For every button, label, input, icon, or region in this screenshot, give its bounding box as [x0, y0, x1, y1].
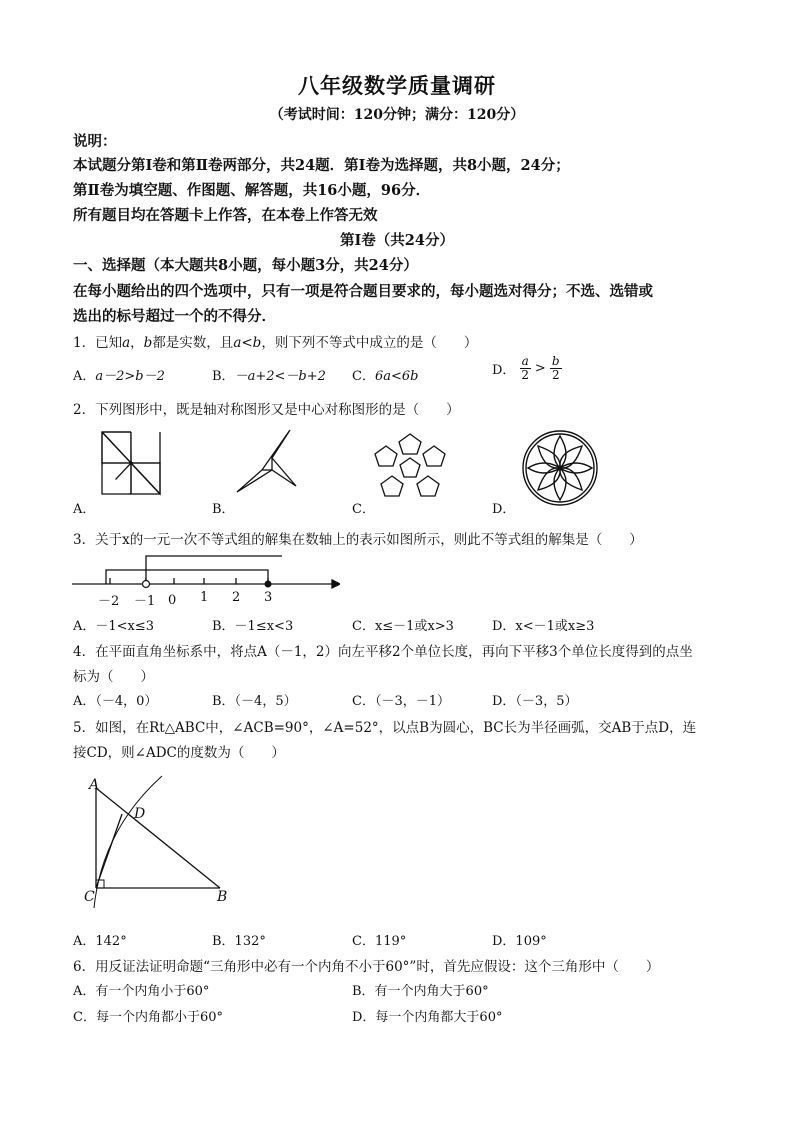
notes-label: 说明：: [73, 133, 117, 150]
notes-line-3: 所有题目均在答题卡上作答，在本卷上作答无效: [73, 207, 378, 224]
pinwheel-figure: [98, 428, 164, 500]
q3-option-c[interactable]: C．x≤－1或x>3: [352, 619, 454, 634]
pentagon-ring-figure: [372, 432, 448, 506]
q6-option-d[interactable]: D．每一个内角都大于60°: [352, 1010, 503, 1025]
label-d: D: [134, 806, 146, 822]
q5-option-b[interactable]: B．132°: [212, 934, 266, 949]
q6-stem: 6．用反证法证明命题“三角形中必有一个内角不小于60°”时，首先应假设：这个三角形中（ ）: [73, 959, 660, 975]
tick-label: 2: [232, 590, 241, 605]
q2-option-d[interactable]: D．: [492, 502, 516, 517]
q5-option-d[interactable]: D．109°: [492, 934, 547, 949]
triangle-abc-figure: [82, 770, 232, 910]
q4-stem-line-2: 标为（ ）: [73, 669, 154, 685]
label-a: A: [89, 777, 100, 793]
instruction-line-2: 选出的标号超过一个的不得分．: [73, 308, 276, 325]
q5-option-a[interactable]: A．142°: [73, 934, 127, 949]
q5-stem-line-2: 接CD，则∠ADC的度数为（ ）: [73, 745, 285, 761]
q2-option-a[interactable]: A．: [73, 502, 96, 517]
q6-option-a[interactable]: A．有一个内角小于60°: [73, 984, 210, 999]
q4-option-d[interactable]: D．（－3，5）: [492, 694, 578, 709]
notes-line-1: 本试题分第Ⅰ卷和第Ⅱ卷两部分，共24题．第Ⅰ卷为选择题，共8小题，24分；: [73, 157, 570, 174]
instruction-line-1: 在每小题给出的四个选项中，只有一项是符合题目要求的，每小题选对得分；不选、选错或: [73, 283, 653, 300]
q4-option-a[interactable]: A．（－4，0）: [73, 694, 158, 709]
tick-label: －2: [98, 594, 120, 609]
q2-stem: 2．下列图形中，既是轴对称图形又是中心对称图形的是（ ）: [73, 402, 460, 418]
q4-option-b[interactable]: B．（－4，5）: [212, 694, 297, 709]
q1-stem: 1．已知a，b都是实数，且a<b，则下列不等式中成立的是（ ）: [73, 335, 478, 351]
q1-option-c[interactable]: C．6a<6b: [352, 369, 419, 384]
tick-label: －1: [134, 594, 156, 609]
part-heading: 一、选择题（本大题共8小题，每小题3分，共24分）: [73, 257, 418, 274]
q1-option-d[interactable]: D． $\frac{a}{2}$ > $\frac{b}{2}$: [492, 354, 560, 382]
notes-line-2: 第Ⅱ卷为填空题、作图题、解答题，共16小题，96分．: [73, 182, 431, 199]
label-b: B: [217, 889, 228, 905]
flower-circle-figure: [520, 428, 600, 508]
q1-option-a[interactable]: A．a－2>b－2: [73, 369, 165, 384]
label-c: C: [84, 889, 95, 905]
number-line: [70, 552, 340, 590]
q3-stem: 3．关于x的一元一次不等式组的解集在数轴上的表示如图所示，则此不等式组的解集是（ ）: [73, 532, 643, 548]
triangle-star-figure: [232, 428, 300, 496]
q3-option-a[interactable]: A．－1<x≤3: [73, 619, 155, 634]
q1-option-b[interactable]: B．－a+2<－b+2: [212, 369, 326, 384]
q6-option-b[interactable]: B．有一个内角大于60°: [352, 984, 489, 999]
tick-label: 0: [168, 593, 177, 608]
q3-option-b[interactable]: B．－1≤x<3: [212, 619, 294, 634]
q5-option-c[interactable]: C．119°: [352, 934, 407, 949]
q2-option-c[interactable]: C．: [352, 502, 375, 517]
q4-stem-line-1: 4．在平面直角坐标系中，将点A（－1，2）向左平移2个单位长度，再向下平移3个单位长度得到的点坐: [73, 644, 693, 660]
q5-stem-line-1: 5．如图，在Rt△ABC中，∠ACB=90°，∠A=52°，以点B为圆心，BC长为半径画弧，交AB于点D，连: [73, 720, 697, 736]
q3-option-d[interactable]: D．x<－1或x≥3: [492, 619, 595, 634]
q2-option-b[interactable]: B．: [212, 502, 235, 517]
tick-label: 3: [264, 590, 273, 605]
q6-option-c[interactable]: C．每一个内角都小于60°: [73, 1010, 223, 1025]
q4-option-c[interactable]: C．（－3，－1）: [352, 694, 450, 709]
tick-label: 1: [200, 590, 209, 605]
section-heading: 第Ⅰ卷（共24分）: [340, 232, 454, 249]
exam-subtitle: （考试时间：120分钟；满分：120分）: [269, 107, 525, 123]
page-title: 八年级数学质量调研: [298, 73, 496, 98]
